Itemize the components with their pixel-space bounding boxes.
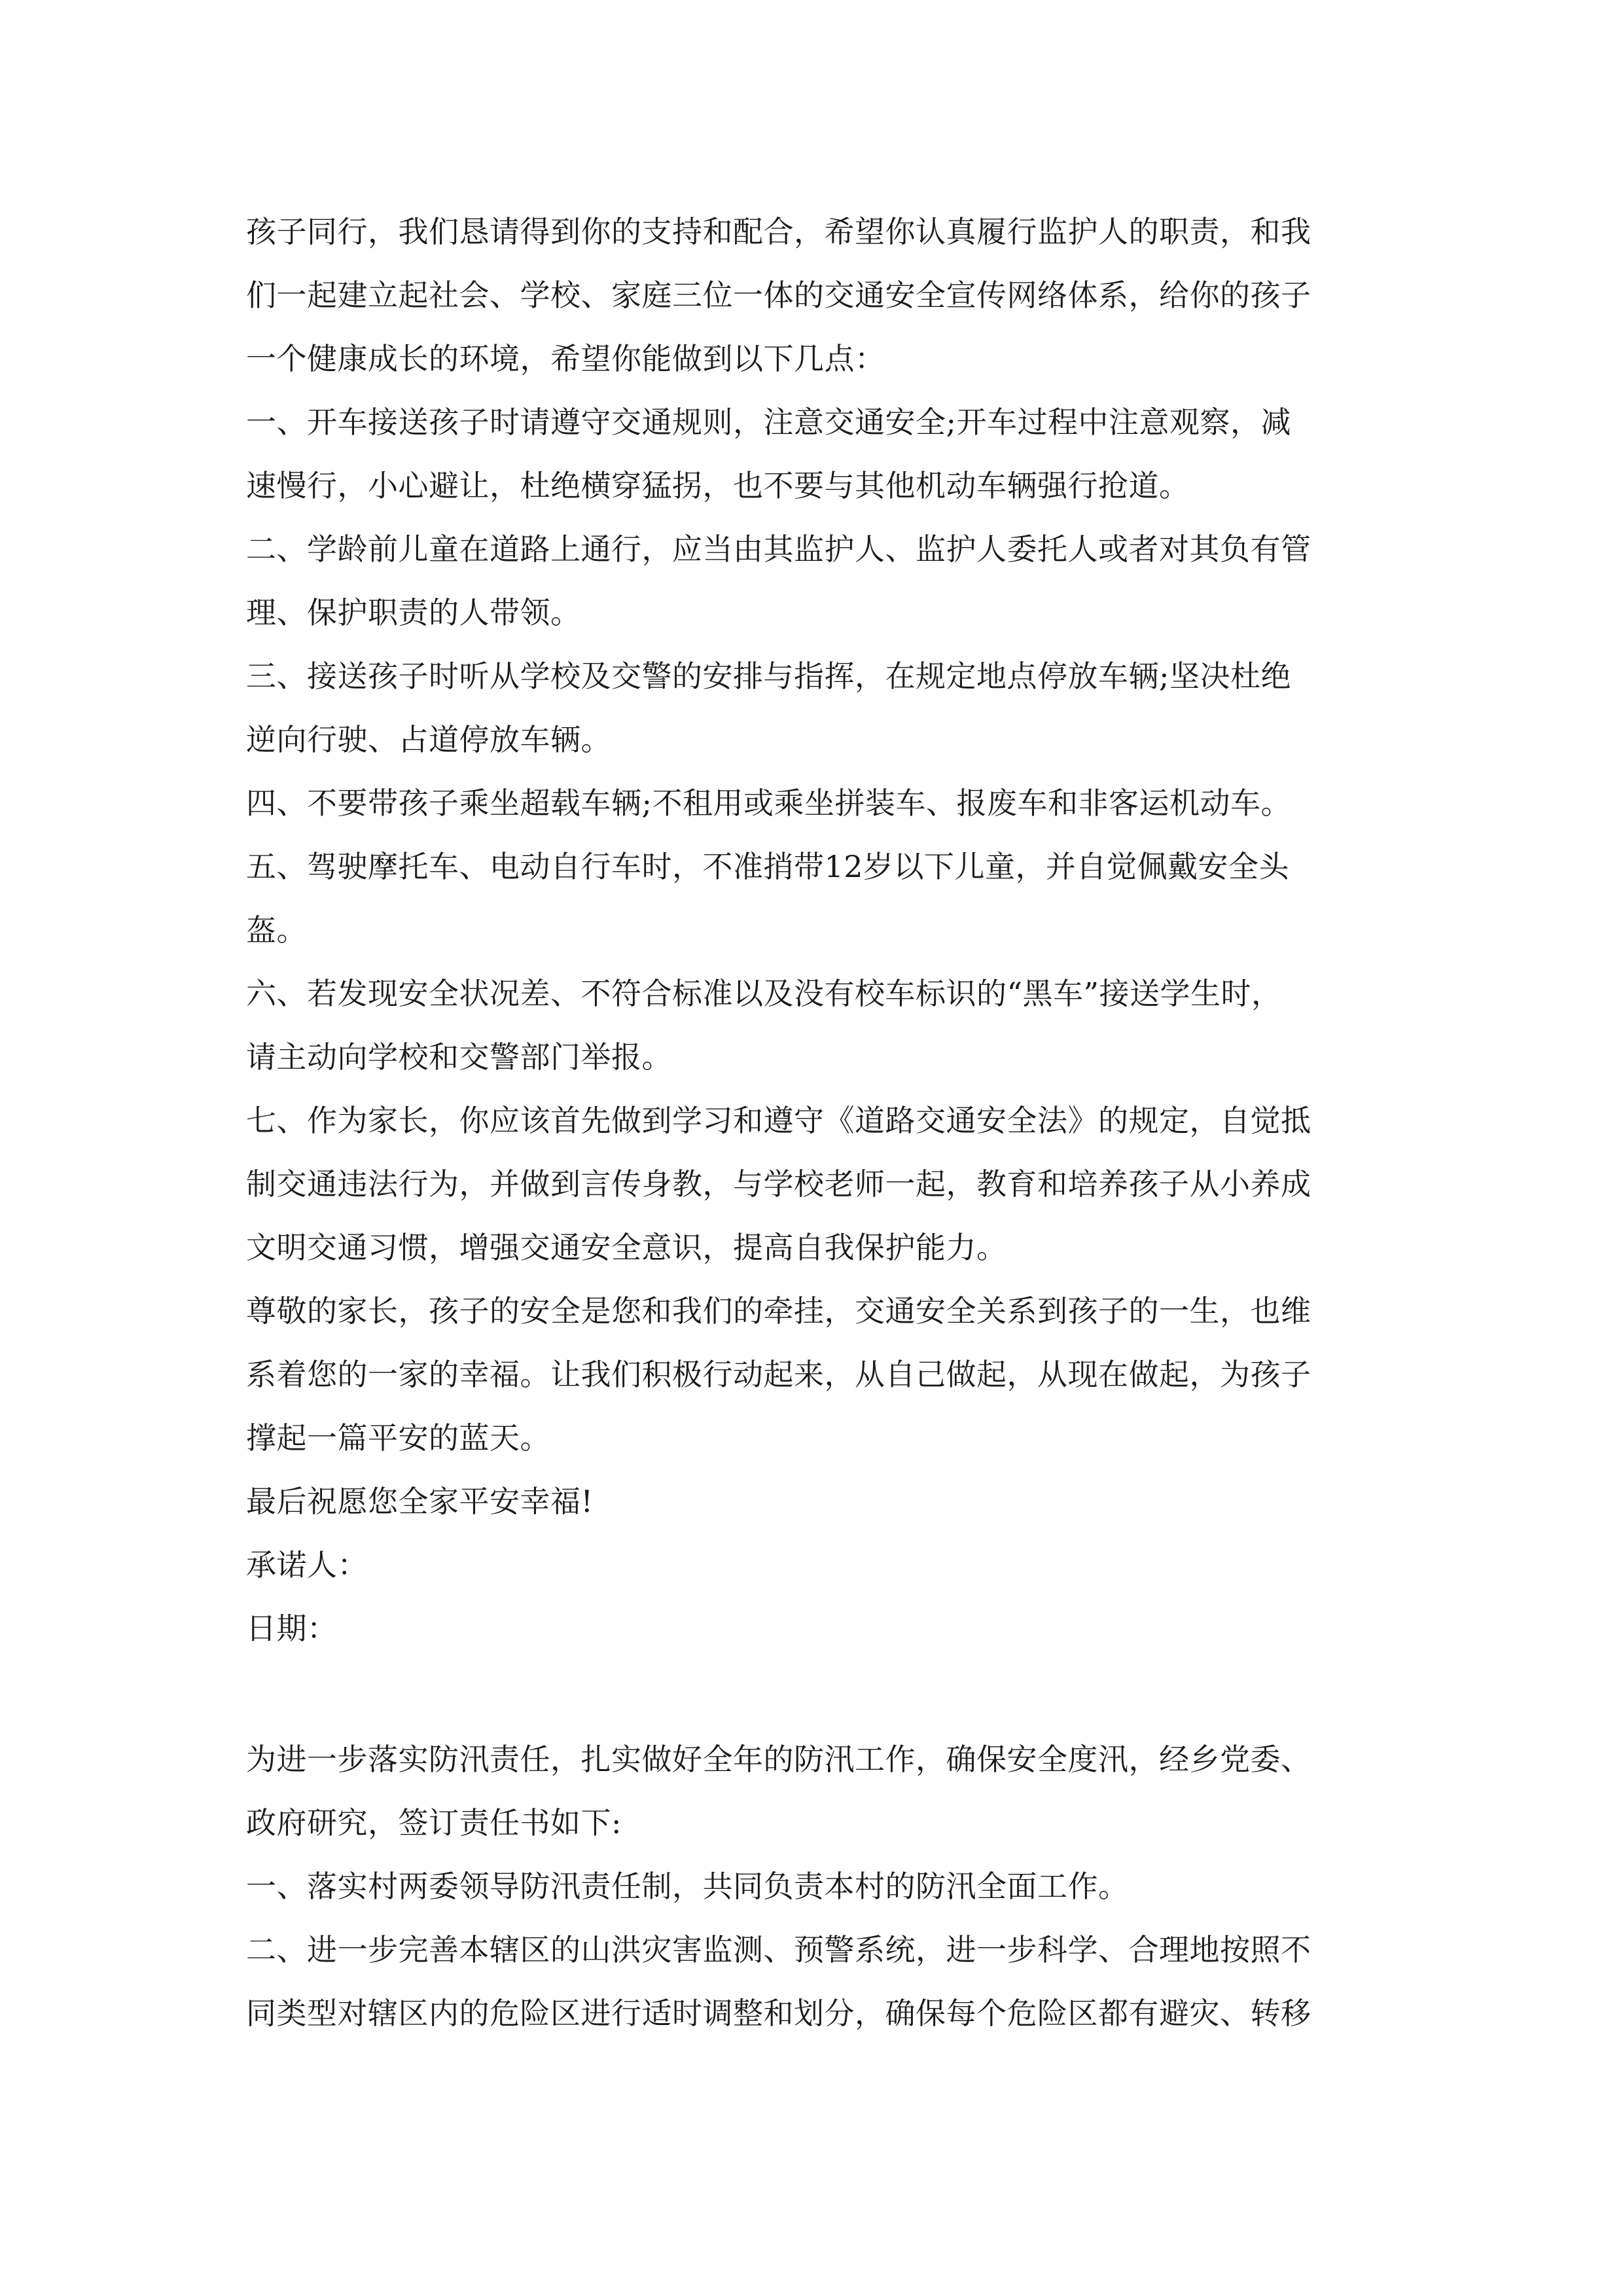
traffic-safety-letter [246,200,1398,1660]
item-seven-line: 文明交通习惯，增强交通安全意识，提高自我保护能力。 [246,1230,1007,1265]
item-six-line: 请主动向学校和交警部门举报。 [246,1039,672,1075]
item-two-line: 理、保护职责的人带领。 [246,595,581,630]
item-seven-line: 七、作为家长，你应该首先做到学习和遵守《道路交通安全法》的规定，自觉抵 [246,1103,1311,1138]
paragraph-line: 一个健康成长的环境，希望你能做到以下几点： [246,341,885,376]
item-one-line: 一、落实村两委领导防汛责任制，共同负责本村的防汛全面工作。 [246,1869,1129,1904]
item-five-line: 五、驾驶摩托车、电动自行车时，不准捎带12岁以下儿童，并自觉佩戴安全头 [246,849,1290,884]
paragraph-line: 们一起建立起社会、学校、家庭三位一体的交通安全宣传网络体系，给你的孩子 [246,278,1311,313]
item-two-line: 二、进一步完善本辖区的山洪灾害监测、预警系统，进一步科学、合理地按照不 [246,1932,1311,1967]
closing-paragraph-line: 撑起一篇平安的蓝天。 [246,1420,550,1456]
intro-line: 为进一步落实防汛责任，扎实做好全年的防汛工作，确保安全度汛，经乡党委、 [246,1742,1311,1777]
item-five-line: 盔。 [246,912,307,948]
item-four-line: 四、不要带孩子乘坐超载车辆;不租用或乘坐拼装车、报废车和非客运机动车。 [246,785,1291,821]
item-two-line: 二、学龄前儿童在道路上通行，应当由其监护人、监护人委托人或者对其负有管 [246,531,1311,567]
item-one-line: 速慢行，小心避让，杜绝横穿猛拐，也不要与其他机动车辆强行抢道。 [246,468,1190,503]
item-six-line: 六、若发现安全状况差、不符合标准以及没有校车标识的“黑车”接送学生时， [246,976,1282,1011]
item-seven-line: 制交通违法行为，并做到言传身教，与学校老师一起，教育和培养孩子从小养成 [246,1166,1311,1202]
item-three-line: 逆向行驶、占道停放车辆。 [246,722,611,757]
signatory-label: 承诺人： [246,1547,368,1583]
item-one-line: 一、开车接送孩子时请遵守交通规则，注意交通安全;开车过程中注意观察，减 [246,404,1291,440]
intro-line: 政府研究，签订责任书如下: [246,1805,622,1840]
item-three-line: 三、接送孩子时听从学校及交警的安排与指挥，在规定地点停放车辆;坚决杜绝 [246,658,1291,694]
closing-paragraph-line: 尊敬的家长，孩子的安全是您和我们的牵挂，交通安全关系到孩子的一生，也维 [246,1293,1311,1329]
closing-wish: 最后祝愿您全家平安幸福! [246,1484,594,1519]
flood-control-letter [246,1728,1398,2045]
item-two-line: 同类型对辖区内的危险区进行适时调整和划分，确保每个危险区都有避灾、转移 [246,1996,1311,2031]
paragraph-line: 孩子同行，我们恳请得到你的支持和配合，希望你认真履行监护人的职责，和我 [246,214,1311,249]
date-label: 日期： [246,1611,338,1646]
closing-paragraph-line: 系着您的一家的幸福。让我们积极行动起来，从自己做起，从现在做起，为孩子 [246,1357,1311,1392]
